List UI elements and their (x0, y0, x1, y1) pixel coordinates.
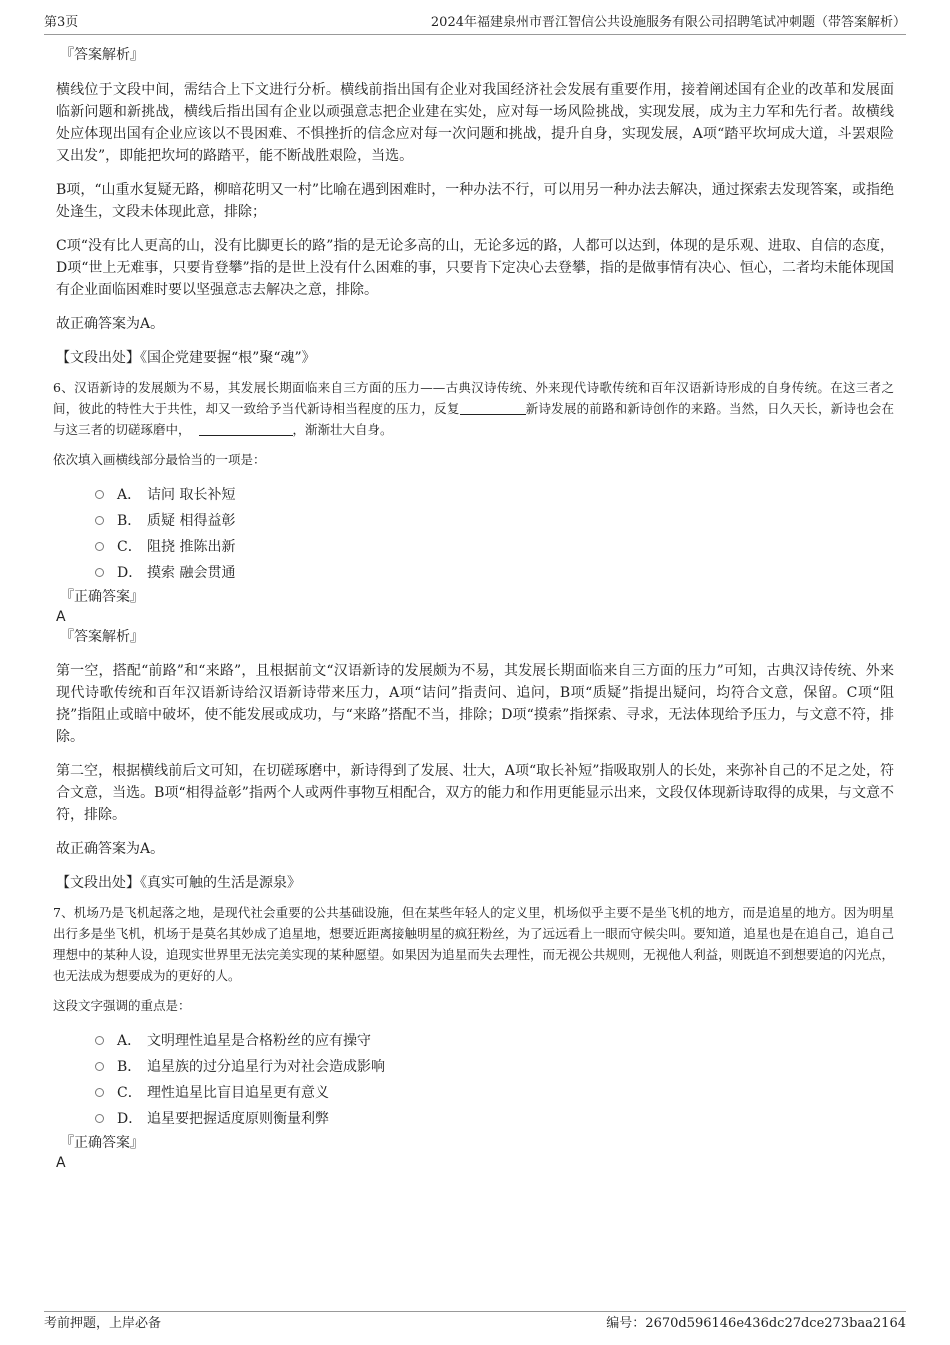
question-7-options (56, 1028, 894, 1132)
option-letter: A． (117, 487, 142, 503)
option-a[interactable] (56, 482, 894, 508)
option-letter: D． (117, 565, 143, 581)
document-id: 编号：2670d596146e436dc27dce273baa2164 (606, 1316, 906, 1331)
option-b[interactable] (56, 508, 894, 534)
correct-answer-heading: 『正确答案』 (60, 589, 144, 605)
question-7-stem: 7、机场乃是飞机起落之地，是现代社会重要的公共基础设施，但在某些年轻人的定义里，机场似乎主要不是坐飞机的地方，而是追星的地方。因为明星出行多是坐飞机，机场于是莫名其妙成了追星地，想要近距离接触明星的疯狂粉丝，为了远远看上一眼而守候尖叫。要知道，追星也是在追自己，追自己理想中的某种人设，追现实世界里无法完美实现的某种愿望。如果因为追星而失去理性，而无视公共规则，无视他人利益，则既追不到想要追的闪光点，也无法成为想要成为的更好的人。 (53, 905, 894, 983)
option-letter: D． (117, 1111, 143, 1127)
option-letter: B． (117, 513, 142, 529)
option-a[interactable] (56, 1028, 894, 1054)
fill-blank-2 (199, 421, 293, 436)
option-d[interactable] (56, 1106, 894, 1132)
option-text: 诘问 取长补短 (147, 487, 236, 503)
option-text: 理性追星比盲目追星更有意义 (147, 1085, 329, 1101)
final-answer-statement: 故正确答案为A。 (56, 841, 165, 857)
question-6-text: 6、汉语新诗的发展颇为不易，其发展长期面临来自三方面的压力——古典汉诗传统、外来现代诗歌传统和百年汉语新诗形成的自身传统。在这三者之间，彼此的特性大于共性，却又一致给予当代新诗相当程度的压力，反复 (53, 380, 894, 416)
option-text: 文明理性追星是合格粉丝的应有操守 (147, 1033, 371, 1049)
footer-slogan: 考前押题，上岸必备 (44, 1316, 162, 1331)
option-text: 摸索 融会贯通 (147, 565, 236, 581)
analysis-paragraph: 横线位于文段中间，需结合上下文进行分析。横线前指出国有企业对我国经济社会发展有重要作用，接着阐述国有企业的改革和发展面临新问题和新挑战，横线后指出国有企业以顽强意志把企业建在实处，应对每一场风险挑战，实现发展，成为主力军和先行者。故横线处应体现出国有企业应该以不畏困难、不惧挫折的信念应对每一次问题和挑战，提升自身，实现发展，A项“踏平坎坷成大道，斗罢艰险又出发”，即能把坎坷的路踏平，能不断战胜艰险，当选。 (56, 82, 894, 164)
question-6-text: ，渐渐壮大自身。 (292, 422, 393, 437)
question-7-prompt: 这段文字强调的重点是： (53, 998, 191, 1013)
final-answer-statement: 故正确答案为A。 (56, 316, 165, 332)
question-6-stem (53, 377, 894, 440)
option-d[interactable] (56, 560, 894, 586)
analysis-paragraph: B项，“山重水复疑无路，柳暗花明又一村”比喻在遇到困难时，一种办法不行，可以用另一种办法去解决，通过探索去发现答案，或指绝处逢生，文段未体现此意，排除； (56, 182, 894, 220)
option-c[interactable] (56, 1080, 894, 1106)
option-letter: C． (117, 1085, 142, 1101)
analysis-paragraph: C项“没有比人更高的山，没有比脚更长的路”指的是无论多高的山，无论多远的路，人都可以达到，体现的是乐观、进取、自信的态度，D项“世上无难事，只要肯登攀”指的是世上没有什么困难的事，只要肯下定决心去登攀，指的是做事情有决心、恒心，二者均未能体现国有企业面临困难时要以坚强意志去解决之意，排除。 (56, 238, 894, 298)
fill-blank-1 (460, 400, 526, 415)
option-letter: A． (117, 1033, 142, 1049)
correct-answer-heading: 『正确答案』 (60, 1135, 144, 1151)
radio-icon[interactable] (95, 516, 104, 525)
option-b[interactable] (56, 1054, 894, 1080)
option-text: 质疑 相得益彰 (147, 513, 236, 529)
analysis-paragraph: 第一空，搭配“前路”和“来路”，且根据前文“汉语新诗的发展颇为不易，其发展长期面临来自三方面的压力”可知，古典汉诗传统、外来现代诗歌传统和百年汉语新诗给汉语新诗带来压力，A项“诘问”指责问、追问，B项“质疑”指提出疑问，均符合文意，保留。C项“阻挠”指阻止或暗中破坏，使不能发展或成功，与“来路”搭配不当，排除；D项“摸索”指探索、寻求，无法体现给予压力，与文意不符，排除。 (56, 663, 894, 745)
radio-icon[interactable] (95, 542, 104, 551)
text-source: 【文段出处】《国企党建要握“根”聚“魂”》 (56, 350, 316, 366)
correct-answer: A (56, 609, 66, 625)
analysis-paragraph: 第二空，根据横线前后文可知，在切磋琢磨中，新诗得到了发展、壮大，A项“取长补短”指吸取别人的长处，来弥补自己的不足之处，符合文意，当选。B项“相得益彰”指两个人或两件事物互相配合，双方的能力和作用更能显示出来，文段仅体现新诗取得的成果，与文意不符，排除。 (56, 763, 894, 823)
option-text: 追星族的过分追星行为对社会造成影响 (147, 1059, 385, 1075)
document-body (53, 44, 894, 1172)
page-header (44, 12, 906, 35)
radio-icon[interactable] (95, 1114, 104, 1123)
page-footer (44, 1311, 906, 1334)
radio-icon[interactable] (95, 1036, 104, 1045)
option-text: 阻挠 推陈出新 (147, 539, 236, 555)
analysis-heading: 『答案解析』 (60, 47, 144, 63)
radio-icon[interactable] (95, 568, 104, 577)
radio-icon[interactable] (95, 1088, 104, 1097)
question-6-text: 新诗发展的前路和新诗创作的来路。当然，日久天长，新诗也会在与这三者的切磋琢磨中， (53, 401, 894, 437)
correct-answer: A (56, 1155, 66, 1171)
option-letter: C． (117, 539, 142, 555)
option-letter: B． (117, 1059, 142, 1075)
question-6-options (56, 482, 894, 586)
text-source: 【文段出处】《真实可触的生活是源泉》 (56, 875, 301, 891)
document-title: 2024年福建泉州市晋江智信公共设施服务有限公司招聘笔试冲刺题（带答案解析） (430, 15, 906, 30)
analysis-heading: 『答案解析』 (60, 629, 144, 645)
page-number: 第3页 (44, 15, 79, 30)
option-c[interactable] (56, 534, 894, 560)
question-6-prompt: 依次填入画横线部分最恰当的一项是： (53, 452, 266, 467)
radio-icon[interactable] (95, 490, 104, 499)
radio-icon[interactable] (95, 1062, 104, 1071)
option-text: 追星要把握适度原则衡量利弊 (147, 1111, 329, 1127)
